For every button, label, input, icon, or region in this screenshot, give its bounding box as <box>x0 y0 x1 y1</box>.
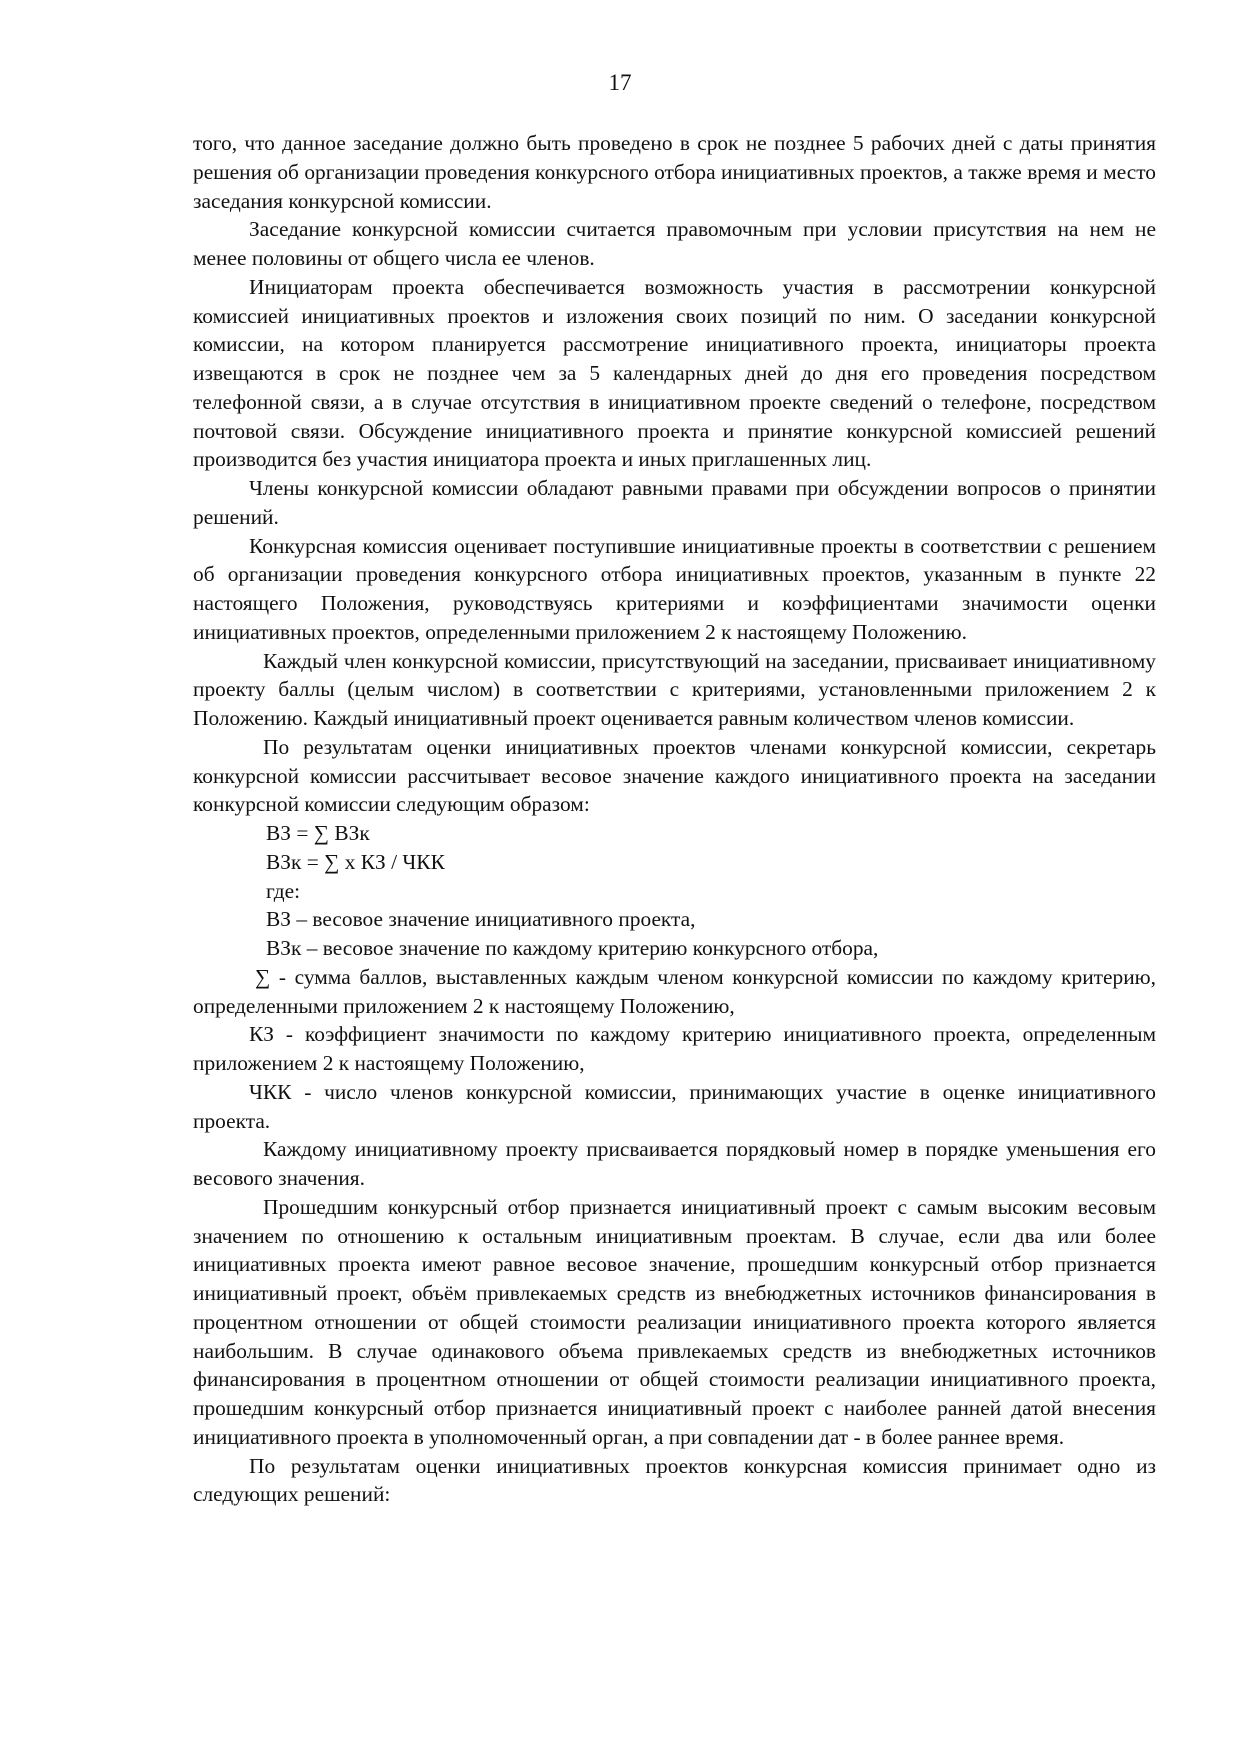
paragraph: Заседание конкурсной комиссии считается правомочным при условии присутствия на нем не менее половины от общего числа ее членов. <box>193 217 1156 270</box>
paragraph: Каждый член конкурсной комиссии, присутствующий на заседании, присваивает инициативному проекту баллы (целым числом) в соответствии с критериями, установленными приложением 2 к Положению. Каждый инициативный проект оценивается равным количеством членов комиссии. <box>193 648 1156 730</box>
definition-item: КЗ - коэффициент значимости по каждому критерию инициативного проекта, определенным приложением 2 к настоящему Положению, <box>193 1022 1156 1075</box>
page-number: 17 <box>608 70 632 95</box>
paragraph: По результатам оценки инициативных проектов конкурсная комиссия принимает одно из следующих решений: <box>193 1453 1156 1507</box>
formula-weight: ВЗ = ∑ ВЗк <box>266 821 370 845</box>
paragraph: Прошедшим конкурсный отбор признается инициативный проект с самым высоким весовым значением по отношению к остальным инициативным проектам. В случае, если два или более инициативных проекта имеют равное весовое значение, прошедшим конкурсный отбор признается инициативный проект, объём привлекаемых средств из внебюджетных источников финансирования в процентном отношении от общей стоимости реализации инициативного проекта которого является наибольшим. В случае одинакового объема привлекаемых средств из внебюджетных источников финансирования в процентном отношении от общей стоимости реализации инициативного проекта, прошедшим конкурсный отбор признается инициативный проект с наиболее ранней датой внесения инициативного проекта в уполномоченный орган, а при совпадении дат - в более раннее время. <box>193 1194 1156 1449</box>
paragraph: Каждому инициативному проекту присваивается порядковый номер в порядке уменьшения его весового значения. <box>193 1137 1156 1190</box>
paragraph: того, что данное заседание должно быть проведено в срок не позднее 5 рабочих дней с даты принятия решения об организации проведения конкурсного отбора инициативных проектов, а также время и место заседания конкурсной комиссии. <box>193 131 1156 213</box>
paragraph: По результатам оценки инициативных проектов членами конкурсной комиссии, секретарь конкурсной комиссии рассчитывает весовое значение каждого инициативного проекта на заседании конкурсной комиссии следующим образом: <box>193 734 1156 817</box>
formula-where: где: <box>266 878 301 903</box>
paragraph: Члены конкурсной комиссии обладают равными правами при обсуждении вопросов о принятии решений. <box>193 476 1156 529</box>
paragraph: Конкурсная комиссия оценивает поступившие инициативные проекты в соответствии с решением об организации проведения конкурсного отбора инициативных проектов, указанным в пункте 22 настоящего Положения, руководствуясь критериями и коэффициентами значимости оценки инициативных проектов, определенными приложением 2 к настоящему Положению. <box>193 533 1156 644</box>
definition-item: ЧКК - число членов конкурсной комиссии, принимающих участие в оценке инициативного проекта. <box>193 1079 1156 1133</box>
definition-item: ∑ - сумма баллов, выставленных каждым членом конкурсной комиссии по каждому критерию, определенными приложением 2 к настоящему Положению, <box>193 964 1156 1018</box>
document-body <box>193 129 1156 1509</box>
paragraph: Инициаторам проекта обеспечивается возможность участия в рассмотрении конкурсной комиссией инициативных проектов и изложения своих позиций по ним. О заседании конкурсной комиссии, на котором планируется рассмотрение инициативного проекта, инициаторы проекта извещаются в срок не позднее чем за 5 календарных дней до дня его проведения посредством телефонной связи, а в случае отсутствия в инициативном проекте сведений о телефоне, посредством почтовой связи. Обсуждение инициативного проекта и принятие конкурсной комиссией решений производится без участия инициатора проекта и иных приглашенных лиц. <box>193 274 1156 472</box>
formula-criterion-weight: ВЗк = ∑ х КЗ / ЧКК <box>266 849 445 874</box>
definition-item: ВЗк – весовое значение по каждому критерию конкурсного отбора, <box>266 936 879 960</box>
definition-item: ВЗ – весовое значение инициативного проекта, <box>266 907 696 932</box>
